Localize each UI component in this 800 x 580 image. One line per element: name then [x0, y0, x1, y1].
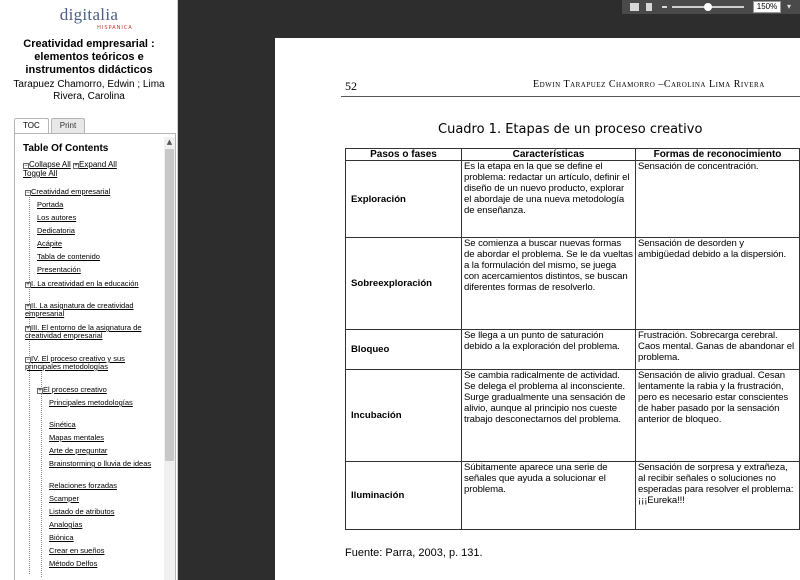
- table-row: [346, 161, 800, 238]
- toc-item[interactable]: +El proceso creativo: [38, 385, 107, 394]
- single-page-view-icon[interactable]: [646, 3, 652, 11]
- toc-item[interactable]: +III. El entorno de la asignatura de creatividad empresarial: [25, 323, 142, 340]
- expand-all-link[interactable]: Expand All: [79, 160, 117, 169]
- toc-item[interactable]: Sinética: [49, 420, 76, 429]
- characteristics-cell: Es la etapa en la que se define el problema: redactar un artículo, definir el diseño de un nuevo producto, explorar el abordaje de una nueva metodología de enseñanza.: [462, 161, 636, 238]
- expand-icon[interactable]: +: [38, 388, 42, 394]
- recognition-cell: Sensación de alivio gradual. Cesan lentamente la rabia y la frustración, pero es necesario estar conscientes de haber pasado por la sensación anterior de bloqueo.: [636, 370, 800, 462]
- document-viewer: [178, 0, 800, 580]
- table-header-row: [346, 149, 800, 161]
- phase-cell: Sobreexploración: [346, 238, 462, 330]
- toc-item[interactable]: −IV. El proceso creativo y sus principales metodologías: [25, 354, 125, 371]
- zoom-out-icon[interactable]: [662, 6, 667, 8]
- toc-item[interactable]: Listado de atributos: [49, 507, 115, 516]
- toc-item[interactable]: Relaciones forzadas: [49, 481, 117, 490]
- logo-subtext: HISPANICA: [97, 25, 133, 31]
- creative-process-table: [345, 148, 800, 530]
- characteristics-cell: Se cambia radicalmente de actividad. Se delega el problema al inconsciente. Surge gradualmente una sensación de alivio, aunque al principio nos cueste trabajo desconectarnos del problema.: [462, 370, 636, 462]
- toc-item[interactable]: Crear en sueños: [49, 546, 105, 555]
- tree-line: [29, 194, 30, 574]
- table-row: [346, 370, 800, 462]
- table-row: [346, 238, 800, 330]
- recognition-cell: Sensación de sorpresa y extrañeza, al recibir señales o soluciones no esperadas para resolver el problema: ¡¡¡Eureka!!!: [636, 462, 800, 530]
- tab-print[interactable]: Print: [51, 118, 85, 133]
- sidebar: [0, 0, 178, 580]
- toc-item[interactable]: Biónica: [49, 533, 74, 542]
- toc-item[interactable]: Portada: [37, 200, 64, 209]
- zoom-slider-handle[interactable]: [704, 3, 712, 11]
- expand-icon[interactable]: +: [26, 326, 30, 332]
- toc-item[interactable]: Analogías: [49, 520, 83, 529]
- document-page: [275, 38, 800, 580]
- table-title: Cuadro 1. Etapas de un proceso creativo: [438, 122, 703, 137]
- viewer-toolbar: [622, 0, 800, 14]
- collapse-icon[interactable]: −: [26, 357, 30, 363]
- toc-item[interactable]: Los autores: [37, 213, 77, 222]
- toc-item[interactable]: Principales metodologías: [49, 398, 133, 407]
- characteristics-cell: Se llega a un punto de saturación debido a la exploración del problema.: [462, 330, 636, 370]
- phase-cell: Bloqueo: [346, 330, 462, 370]
- logo-text: digitalia: [59, 5, 119, 24]
- toc-item[interactable]: Presentación: [37, 265, 81, 274]
- toc-item[interactable]: Scamper: [49, 494, 80, 503]
- table-row: [346, 330, 800, 370]
- column-header: Características: [462, 149, 636, 161]
- table-source: Fuente: Parra, 2003, p. 131.: [345, 547, 483, 559]
- column-header: Pasos o fases: [346, 149, 462, 161]
- toc-controls: [23, 160, 153, 178]
- toc-scrollbar[interactable]: [164, 137, 175, 580]
- recognition-cell: Sensación de concentración.: [636, 161, 800, 238]
- toc-item[interactable]: Tabla de contenido: [37, 252, 100, 261]
- two-page-view-icon[interactable]: [630, 3, 639, 11]
- tab-toc[interactable]: TOC: [14, 118, 49, 134]
- toc-item[interactable]: Dedicatoria: [37, 226, 75, 235]
- phase-cell: Iluminación: [346, 462, 462, 530]
- toc-item[interactable]: Acápite: [37, 239, 63, 248]
- scroll-thumb[interactable]: [165, 149, 174, 461]
- toc-item[interactable]: +I. La creatividad en la educación: [26, 279, 139, 288]
- expand-icon[interactable]: +: [26, 282, 30, 288]
- recognition-cell: Frustración. Sobrecarga cerebral. Caos mental. Ganas de abandonar el problema.: [636, 330, 800, 370]
- toggle-all-link[interactable]: Toggle All: [23, 169, 58, 178]
- toc-heading: Table Of Contents: [23, 143, 109, 154]
- zoom-value[interactable]: 150%: [753, 1, 781, 13]
- toc-item[interactable]: Mapas mentales: [49, 433, 105, 442]
- expand-icon[interactable]: +: [26, 304, 30, 310]
- table-row: [346, 462, 800, 530]
- scroll-up-icon[interactable]: ▲: [166, 138, 173, 146]
- toc-item[interactable]: Método Delfos: [49, 559, 98, 568]
- expand-all-icon[interactable]: +: [74, 163, 78, 169]
- characteristics-cell: Se comienza a buscar nuevas formas de abordar el problema. Se le da vueltas a la formulación del mismo, se juega con acercamientos distintos, se buscan diferentes formas de resolverlo.: [462, 238, 636, 330]
- collapse-all-link[interactable]: Collapse All: [29, 160, 71, 169]
- collapse-icon[interactable]: −: [26, 190, 30, 196]
- phase-cell: Exploración: [346, 161, 462, 238]
- recognition-cell: Sensación de desorden y ambigüedad debido a la dispersión.: [636, 238, 800, 330]
- header-rule: [341, 96, 800, 97]
- phase-cell: Incubación: [346, 370, 462, 462]
- book-authors: Tarapuez Chamorro, Edwin ; Lima Rivera, Carolina: [13, 79, 165, 102]
- sidebar-tabs: [14, 118, 87, 133]
- toc-item[interactable]: +II. La asignatura de creatividad empresarial: [25, 301, 134, 318]
- toc-item[interactable]: Brainstorming o lluvia de ideas: [49, 459, 152, 468]
- collapse-all-icon[interactable]: −: [24, 163, 28, 169]
- book-title: Creatividad empresarial : elementos teóricos e instrumentos didácticos: [23, 38, 155, 76]
- running-head: Edwin Tarapuez Chamorro –Carolina Lima Rivera: [533, 79, 765, 90]
- characteristics-cell: Súbitamente aparece una serie de señales que ayuda a solucionar el problema.: [462, 462, 636, 530]
- toc-item[interactable]: −Creatividad empresarial: [26, 187, 111, 196]
- digitalia-logo[interactable]: [0, 6, 178, 31]
- chevron-down-icon[interactable]: ▾: [787, 2, 792, 11]
- column-header: Formas de reconocimiento: [636, 149, 800, 161]
- toc-panel: [14, 133, 176, 580]
- page-number: 52: [345, 79, 357, 93]
- tree-line: [41, 367, 42, 577]
- toc-item[interactable]: Arte de preguntar: [49, 446, 108, 455]
